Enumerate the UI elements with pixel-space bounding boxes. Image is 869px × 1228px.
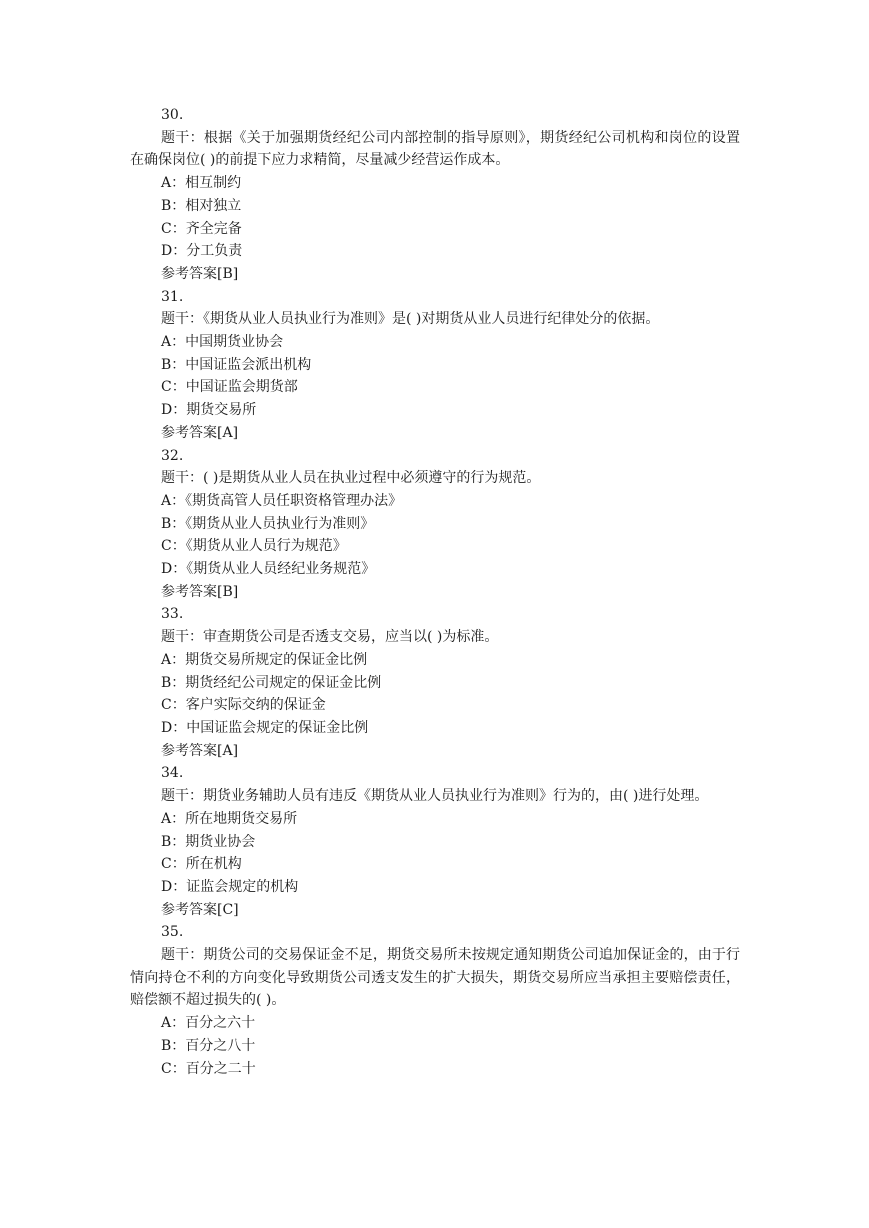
reference-answer: 参考答案[A]: [161, 742, 239, 759]
option-c: C：齐全完备: [161, 220, 242, 237]
question-stem: 题干：期货业务辅助人员有违反《期货从业人员执业行为准则》行为的，由( )进行处理。: [161, 788, 709, 805]
question-stem: 题干：《期货从业人员执业行为准则》是( )对期货从业人员进行纪律处分的依据。: [161, 311, 660, 328]
question-stem: 题干：期货公司的交易保证金不足，期货交易所未按规定通知期货公司追加保证金的，由于行情向持仓不利的方向变化导致期货公司透支发生的扩大损失，期货交易所应当承担主要赔偿责任，赔偿额不超过损失的( )。: [130, 947, 740, 1009]
option-c: C：中国证监会期货部: [161, 379, 298, 396]
question-item: [130, 603, 740, 762]
question-number: 30.: [161, 107, 184, 123]
option-b: B：相对独立: [161, 197, 242, 214]
option-b: B：百分之八十: [161, 1037, 256, 1054]
question-number: 33.: [161, 606, 184, 623]
question-item: [130, 445, 740, 604]
question-number: 35.: [161, 924, 184, 941]
reference-answer: 参考答案[C]: [161, 901, 239, 918]
question-item: [130, 762, 740, 921]
option-a: A：《期货高管人员任职资格管理办法》: [161, 492, 403, 509]
option-c: C：所在机构: [161, 856, 242, 873]
option-c: C：客户实际交纳的保证金: [161, 697, 326, 714]
reference-answer: 参考答案[A]: [161, 424, 239, 441]
option-b: B：中国证监会派出机构: [161, 356, 312, 373]
option-d: D：证监会规定的机构: [161, 878, 299, 895]
option-c: C：百分之二十: [161, 1060, 256, 1077]
option-a: A：相互制约: [161, 175, 242, 192]
reference-answer: 参考答案[B]: [161, 265, 239, 282]
option-b: B：《期货从业人员执业行为准则》: [161, 515, 375, 532]
option-a: A：期货交易所规定的保证金比例: [161, 651, 368, 668]
option-d: D：分工负责: [161, 243, 243, 260]
option-b: B：期货业协会: [161, 833, 256, 850]
question-stem: 题干：审查期货公司是否透支交易，应当以( )为标准。: [161, 629, 499, 646]
option-a: A：百分之六十: [161, 1015, 256, 1032]
question-stem: 题干：( )是期货从业人员在执业过程中必须遵守的行为规范。: [161, 470, 541, 487]
option-c: C：《期货从业人员行为规范》: [161, 538, 347, 555]
option-d: D：期货交易所: [161, 402, 257, 419]
question-number: 31.: [161, 288, 184, 305]
question-list: [130, 104, 740, 1080]
option-a: A：中国期货业协会: [161, 334, 284, 351]
option-d: D：《期货从业人员经纪业务规范》: [161, 561, 376, 578]
question-item: [130, 104, 740, 286]
option-a: A：所在地期货交易所: [161, 810, 298, 827]
question-number: 32.: [161, 447, 184, 464]
question-number: 34.: [161, 765, 184, 782]
question-item: [130, 921, 740, 1080]
question-stem: 题干：根据《关于加强期货经纪公司内部控制的指导原则》，期货经纪公司机构和岗位的设置在确保岗位( )的前提下应力求精简，尽量减少经营运作成本。: [130, 129, 740, 169]
option-d: D：中国证监会规定的保证金比例: [161, 719, 369, 736]
reference-answer: 参考答案[B]: [161, 583, 239, 600]
question-item: [130, 286, 740, 445]
option-b: B：期货经纪公司规定的保证金比例: [161, 674, 382, 691]
